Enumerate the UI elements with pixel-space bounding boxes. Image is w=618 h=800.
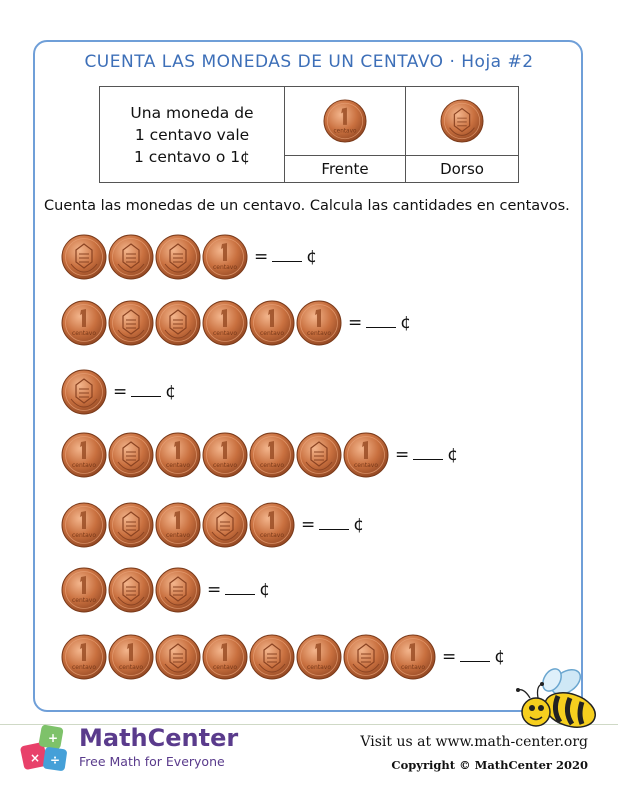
answer-blank[interactable]: [113, 382, 176, 402]
penny-front-icon: [202, 432, 248, 478]
answer-line[interactable]: [366, 313, 396, 328]
answer-blank[interactable]: [348, 313, 411, 333]
cent-symbol: ¢: [165, 382, 177, 402]
penny-front-icon: [108, 634, 154, 680]
penny-back-icon: [108, 234, 154, 280]
penny-back-icon: [108, 567, 154, 613]
penny-back-icon: [61, 234, 107, 280]
equals-sign: =: [442, 647, 457, 667]
coin-group: [61, 432, 389, 478]
penny-front-icon: [249, 502, 295, 548]
answer-blank[interactable]: [301, 515, 364, 535]
penny-front-icon: [61, 300, 107, 346]
penny-front-icon: [202, 634, 248, 680]
penny-back-icon: [155, 567, 201, 613]
svg-text:×: ×: [30, 751, 41, 765]
penny-front-icon: [323, 99, 367, 143]
penny-front-icon: [61, 634, 107, 680]
penny-front-icon: [61, 567, 107, 613]
cent-symbol: ¢: [400, 313, 412, 333]
reference-line: 1 centavo o 1¢: [134, 147, 250, 166]
mathcenter-logo-icon: [18, 722, 72, 776]
worksheet-title: CUENTA LAS MONEDAS DE UN CENTAVO · Hoja #2: [84, 52, 534, 72]
exercise-row: [61, 430, 458, 480]
penny-back-icon: [440, 99, 484, 143]
answer-line[interactable]: [225, 580, 255, 595]
penny-front-icon: [61, 432, 107, 478]
equals-sign: =: [113, 382, 128, 402]
answer-blank[interactable]: [442, 647, 505, 667]
equals-sign: =: [348, 313, 363, 333]
cent-symbol: ¢: [353, 515, 365, 535]
penny-back-icon: [155, 300, 201, 346]
cent-symbol: ¢: [494, 647, 506, 667]
penny-back-icon: [61, 369, 107, 415]
exercise-row: [61, 500, 364, 550]
penny-front-icon: [155, 502, 201, 548]
brand-tagline: Free Math for Everyone: [79, 754, 225, 769]
penny-front-icon: [390, 634, 436, 680]
copyright-text: Copyright © MathCenter 2020: [391, 758, 588, 772]
cent-symbol: ¢: [447, 445, 459, 465]
answer-blank[interactable]: [207, 580, 270, 600]
coin-group: [61, 369, 107, 415]
penny-back-icon: [202, 502, 248, 548]
reference-line: Una moneda de: [130, 103, 254, 122]
penny-front-icon: [61, 502, 107, 548]
penny-front-icon: [249, 432, 295, 478]
equals-sign: =: [207, 580, 222, 600]
reference-table: [99, 86, 519, 183]
exercise-row: [61, 298, 411, 348]
penny-front-icon: [296, 300, 342, 346]
penny-back-icon: [296, 432, 342, 478]
bee-mascot-icon: [506, 660, 602, 738]
coin-group: [61, 634, 436, 680]
penny-front-icon: [202, 300, 248, 346]
penny-back-icon: [249, 634, 295, 680]
penny-front-icon: [249, 300, 295, 346]
cent-symbol: ¢: [259, 580, 271, 600]
brand-name: MathCenter: [79, 724, 239, 752]
penny-front-icon: [296, 634, 342, 680]
website-link[interactable]: Visit us at www.math-center.org: [360, 734, 588, 750]
exercise-row: [61, 565, 270, 615]
answer-line[interactable]: [131, 382, 161, 397]
coin-group: [61, 567, 201, 613]
penny-back-icon: [155, 634, 201, 680]
svg-text:+: +: [48, 731, 59, 745]
penny-back-icon: [155, 234, 201, 280]
penny-back-icon: [343, 634, 389, 680]
penny-back-icon: [108, 300, 154, 346]
instruction-text: Cuenta las monedas de un centavo. Calcula las cantidades en centavos.: [44, 198, 570, 214]
answer-line[interactable]: [413, 445, 443, 460]
exercise-row: [61, 632, 505, 682]
answer-blank[interactable]: [395, 445, 458, 465]
back-label: Dorso: [406, 156, 519, 183]
answer-line[interactable]: [272, 247, 302, 262]
reference-description: [100, 87, 285, 183]
answer-line[interactable]: [460, 647, 490, 662]
exercise-row: [61, 232, 317, 282]
penny-front-icon: [202, 234, 248, 280]
coin-group: [61, 300, 342, 346]
reference-line: 1 centavo vale: [134, 125, 250, 144]
penny-front-icon: [343, 432, 389, 478]
equals-sign: =: [395, 445, 410, 465]
equals-sign: =: [254, 247, 269, 267]
exercise-row: [61, 367, 176, 417]
answer-blank[interactable]: [254, 247, 317, 267]
coin-group: [61, 502, 295, 548]
penny-back-icon: [108, 502, 154, 548]
reference-front-cell: [285, 87, 406, 156]
penny-front-icon: [155, 432, 201, 478]
svg-text:÷: ÷: [50, 753, 61, 767]
coin-group: [61, 234, 248, 280]
front-label: Frente: [285, 156, 406, 183]
penny-back-icon: [108, 432, 154, 478]
answer-line[interactable]: [319, 515, 349, 530]
equals-sign: =: [301, 515, 316, 535]
reference-back-cell: [406, 87, 519, 156]
cent-symbol: ¢: [306, 247, 318, 267]
